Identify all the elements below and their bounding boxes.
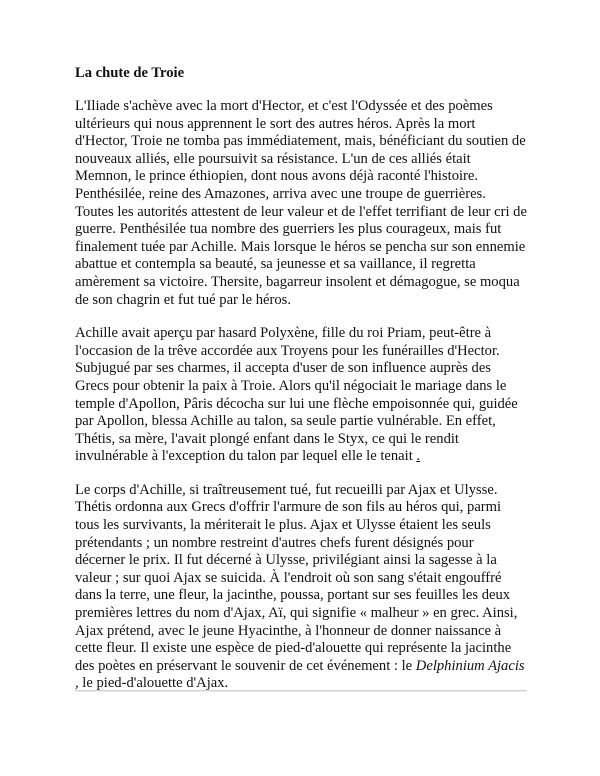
- species-name: Delphinium Ajacis: [415, 657, 525, 674]
- document-body: [75, 64, 527, 709]
- paragraph-3: [75, 482, 527, 693]
- paragraph-1: L'Iliade s'achève avec la mort d'Hector, et c'est l'Odyssée et des poèmes ultérieurs qui nous apprennent le sort des autres héros. Après la mort d'Hector, Troie ne tomba pas immédiatement, mais, bénéficiant du soutien de nouveaux alliés, elle poursuivit sa résistance. L'un de ces alliés était Memnon, le prince éthiopien, dont nous avons déjà raconté l'histoire. Penthésilée, reine des Amazones, arriva avec une troupe de guerrières. Toutes les autorités attestent de leur valeur et de l'effet terrifiant de leur cri de guerre. Penthésilée tua nombre des guerriers les plus courageux, mais fut finalement tuée par Achille. Mais lorsque le héros se pencha sur son ennemie abattue et contempla sa beauté, sa jeunesse et sa vaillance, il regretta amèrement sa victoire. Thersite, bagarreur insolent et démagogue, se moqua de son chagrin et fut tué par le héros.: [75, 98, 527, 308]
- horizontal-divider: [75, 690, 527, 692]
- paragraph-2-text: Achille avait aperçu par hasard Polyxène, fille du roi Priam, peut-être à l'occasion de la trêve accordée aux Troyens pour les funérailles d'Hector. Subjugué par ses charmes, il accepta d'user de son influence auprès des Grecs pour obtenir la paix à Troie. Alors qu'il négociait le mariage dans le temple d'Apollon, Pâris décocha sur lui une flèche empoisonnée qui, guidée par Apollon, blessa Achille au talon, sa seule partie vulnérable. En effet, Thétis, sa mère, l'avait plongé enfant dans le Styx, ce qui le rendit invulnérable à l'exception du talon par lequel elle le tenait: [75, 325, 518, 465]
- paragraph-2: [75, 325, 527, 466]
- page-title: La chute de Troie: [75, 65, 185, 81]
- paragraph-3-text: Le corps d'Achille, si traîtreusement tué, fut recueilli par Ajax et Ulysse. Thétis ordonna aux Grecs d'offrir l'armure de son fils au héros qui, parmi tous les survivants, la mériterait le plus. Ajax et Ulysse étaient les seuls prétendants ; un nombre restreint d'autres chefs furent désignés pour décerner le prix. Il fut décerné à Ulysse, privilégiant ainsi la sagesse à la valeur ; sur quoi Ajax se suicida. À l'endroit où son sang s'était engouffré dans la terre, une fleur, la jacinthe, poussa, portant sur ses feuilles les deux premières lettres du nom d'Ajax, Aï, qui signifie « malheur » en grec. Ainsi, Ajax prétend, avec le jeune Hyacinthe, à l'honneur de donner naissance à cette fleur. Il existe une espèce de pied-d'alouette qui représente la jacinthe des poètes en préservant le souvenir de cet événement : le: [75, 481, 518, 674]
- paragraph-2-anchor-link[interactable]: .: [416, 448, 421, 465]
- paragraph-3-end: , le pied-d'alouette d'Ajax.: [75, 675, 229, 692]
